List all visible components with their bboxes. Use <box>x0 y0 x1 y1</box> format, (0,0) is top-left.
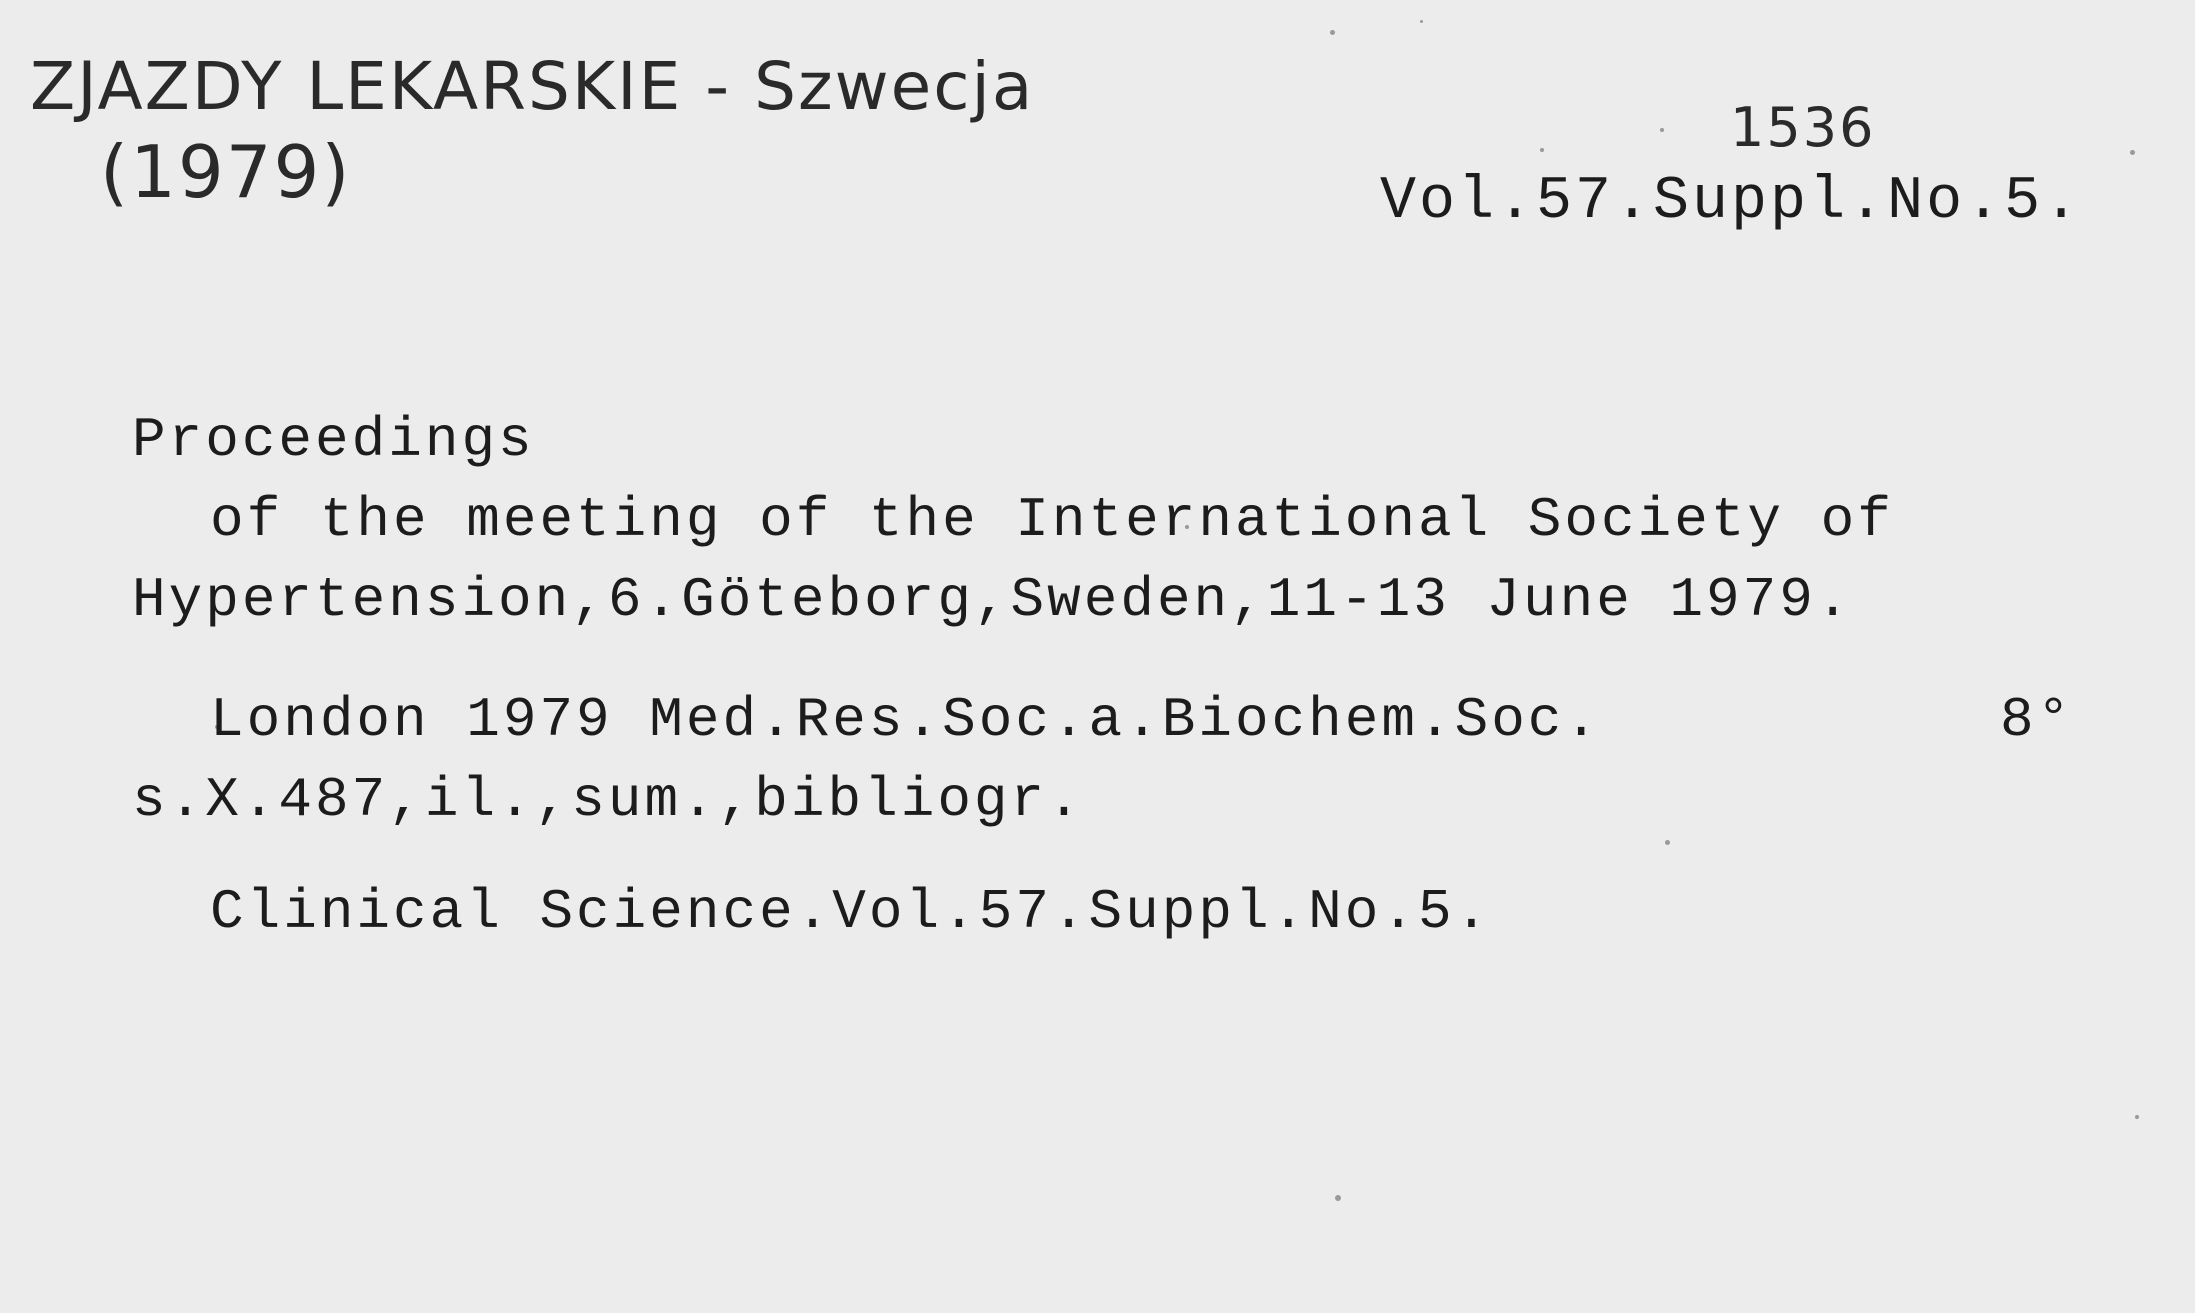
subject-heading: ZJAZDY LEKARSKIE - Szwecja <box>30 48 1035 125</box>
scan-speck <box>2130 150 2135 155</box>
imprint-line: London 1979 Med.Res.Soc.a.Biochem.Soc. <box>210 688 1602 752</box>
series-reference: Vol.57.Suppl.No.5. <box>1380 168 2083 236</box>
scan-speck <box>1660 128 1664 132</box>
scan-speck <box>2135 1115 2139 1119</box>
scan-speck <box>1420 20 1423 23</box>
scan-speck <box>1330 30 1335 35</box>
series-note: Clinical Science.Vol.57.Suppl.No.5. <box>210 880 1492 944</box>
year-note: (1979) <box>100 130 352 214</box>
title-line: Proceedings <box>132 408 535 472</box>
call-number: 1536 <box>1730 96 1876 159</box>
title-continuation-2: Hypertension,6.Göteborg,Sweden,11-13 June 1979. <box>132 568 1853 632</box>
scan-speck <box>1665 840 1670 845</box>
scan-speck <box>1335 1195 1341 1201</box>
scan-speck <box>1540 148 1544 152</box>
title-continuation-1: of the meeting of the International Society of <box>210 488 1894 552</box>
format-size: 8° <box>2000 688 2074 752</box>
collation-line: s.X.487,il.,sum.,bibliogr. <box>132 768 1084 832</box>
